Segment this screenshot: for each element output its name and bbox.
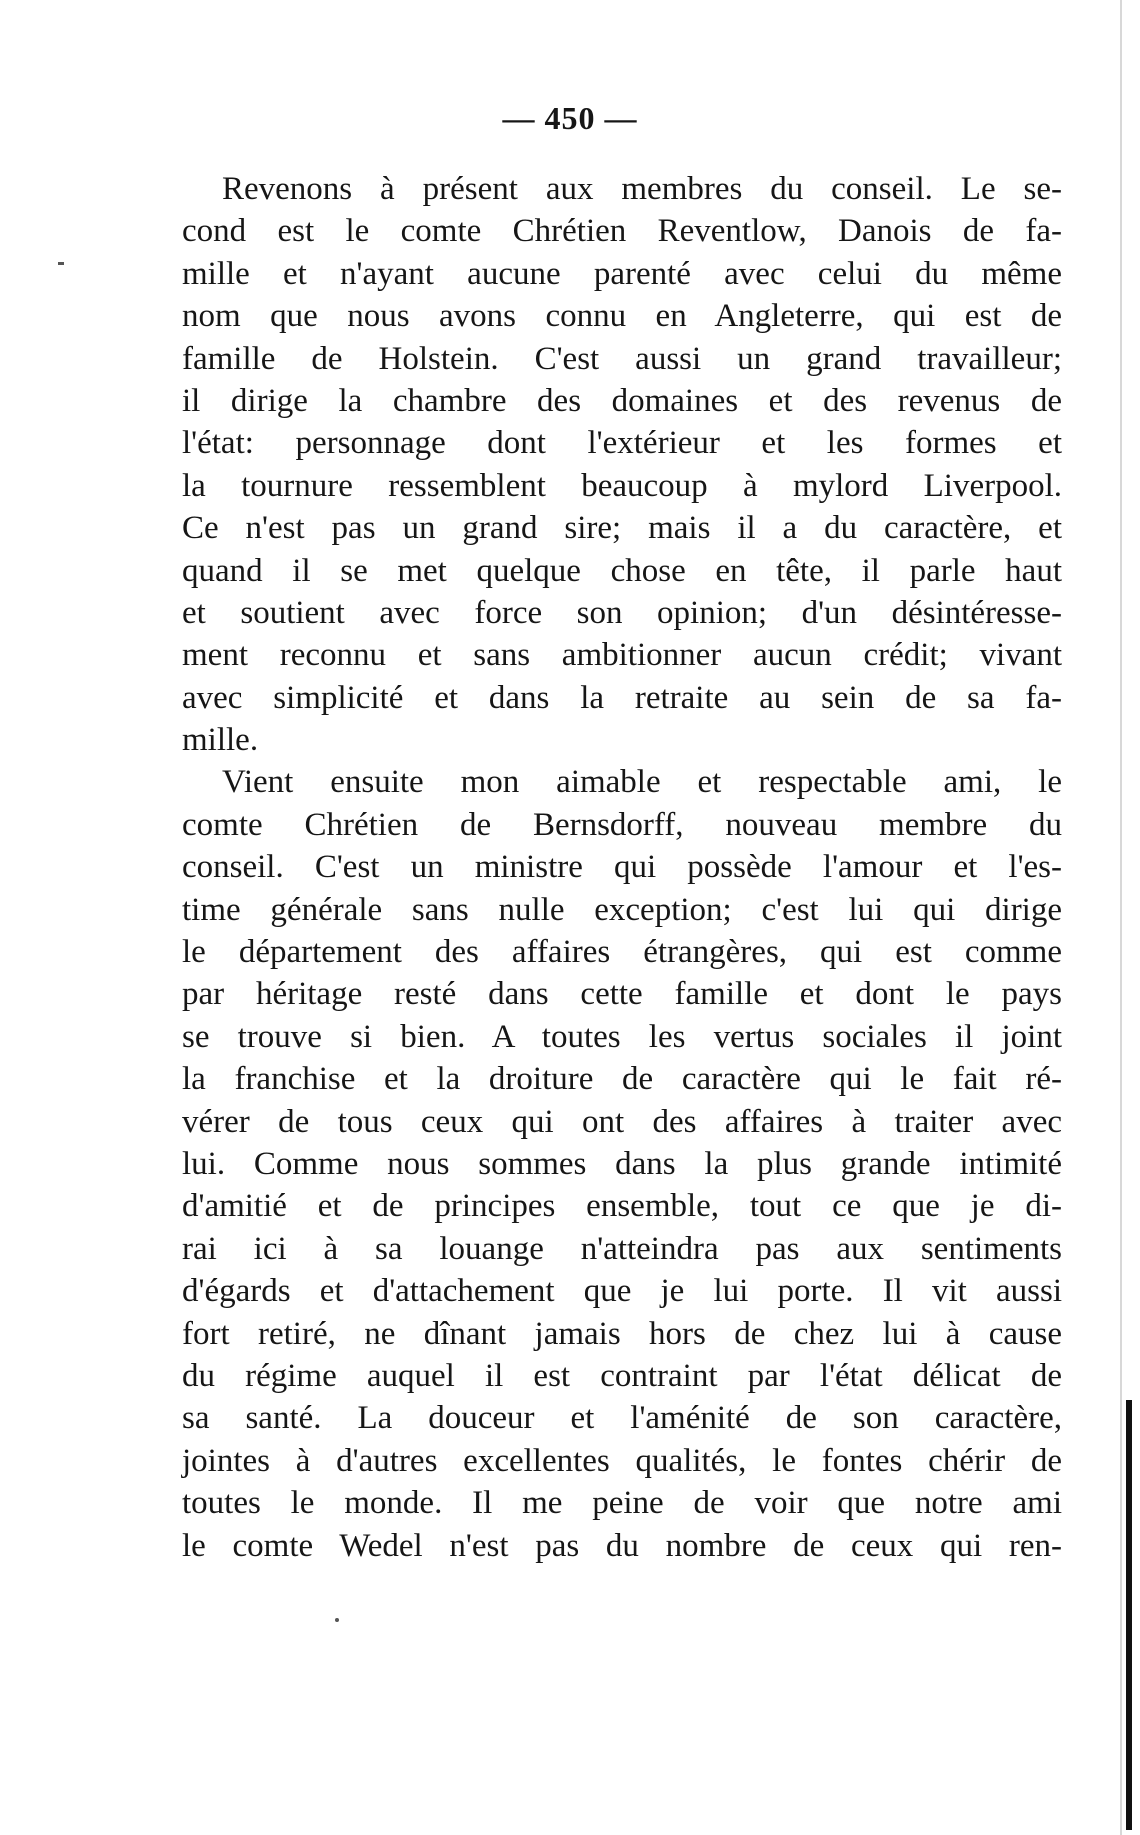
text-line: il dirige la chambre des domaines et des revenus de [182, 382, 1062, 419]
text-line: fort retiré, ne dînant jamais hors de chez lui à cause [182, 1315, 1062, 1352]
text-line: time générale sans nulle exception; c'est lui qui dirige [182, 891, 1062, 928]
text-line: se trouve si bien. A toutes les vertus sociales il joint [182, 1018, 1062, 1055]
page-number: — 450 — [502, 100, 638, 136]
text-line: Vient ensuite mon aimable et respectable ami, le [222, 764, 1062, 801]
paragraph-2 [182, 761, 1062, 1566]
text-line: par héritage resté dans cette famille et dont le pays [182, 976, 1062, 1013]
paragraph-1 [182, 168, 1062, 761]
page-edge-shadow [1120, 0, 1122, 1835]
text-line: famille de Holstein. C'est aussi un grand travailleur; [182, 340, 1062, 377]
text-line: Revenons à présent aux membres du conseil. Le se- [222, 171, 1062, 207]
text-line: nom que nous avons connu en Angleterre, qui est de [182, 298, 1062, 335]
margin-mark [58, 262, 64, 265]
text-line: comte Chrétien de Bernsdorff, nouveau membre du [182, 806, 1062, 843]
text-line: l'état: personnage dont l'extérieur et les formes et [182, 425, 1062, 462]
body-text [182, 168, 1062, 1567]
text-line: toutes le monde. Il me peine de voir que notre ami [182, 1485, 1062, 1522]
text-line: rai ici à sa louange n'atteindra pas aux sentiments [182, 1230, 1062, 1267]
text-line: lui. Comme nous sommes dans la plus grande intimité [182, 1145, 1062, 1182]
text-line: et soutient avec force son opinion; d'un désintéresse- [182, 594, 1062, 631]
text-line: mille et n'ayant aucune parenté avec celui du même [182, 255, 1062, 292]
text-line: le comte Wedel n'est pas du nombre de ceux qui ren- [182, 1527, 1062, 1564]
text-line: quand il se met quelque chose en tête, il parle haut [182, 552, 1062, 589]
text-line: le département des affaires étrangères, qui est comme [182, 934, 1062, 971]
text-line: Ce n'est pas un grand sire; mais il a du caractère, et [182, 510, 1062, 547]
text-line: cond est le comte Chrétien Reventlow, Danois de fa- [182, 213, 1062, 250]
text-line: d'amitié et de principes ensemble, tout ce que je di- [182, 1188, 1062, 1225]
page-edge-bar [1126, 1400, 1132, 1830]
text-line: la franchise et la droiture de caractère qui le fait ré- [182, 1061, 1062, 1098]
text-line: du régime auquel il est contraint par l'état délicat de [182, 1357, 1062, 1394]
text-line: jointes à d'autres excellentes qualités, le fontes chérir de [182, 1442, 1062, 1479]
text-line: vérer de tous ceux qui ont des affaires à traiter avec [182, 1103, 1062, 1140]
scan-speck [335, 1618, 339, 1622]
text-line: d'égards et d'attachement que je lui porte. Il vit aussi [182, 1273, 1062, 1310]
text-line: conseil. C'est un ministre qui possède l'amour et l'es- [182, 849, 1062, 886]
text-line: la tournure ressemblent beaucoup à mylord Liverpool. [182, 467, 1062, 504]
text-line: ment reconnu et sans ambitionner aucun crédit; vivant [182, 637, 1062, 674]
text-line: sa santé. La douceur et l'aménité de son caractère, [182, 1400, 1062, 1437]
text-line: mille. [182, 722, 259, 759]
text-line: avec simplicité et dans la retraite au sein de sa fa- [182, 679, 1062, 716]
